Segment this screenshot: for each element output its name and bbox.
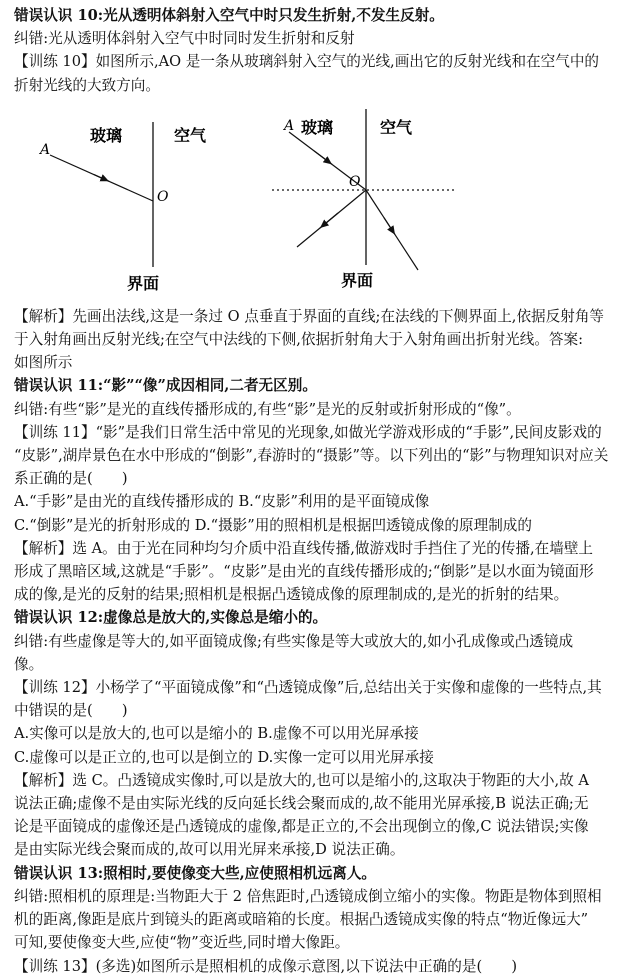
label-interface: 界面	[127, 273, 160, 293]
text-line: 论是平面镜成的虚像还是凸透镜成的虚像,都是正立的,不会出现倒立的像,C 说法错误;实像	[14, 818, 589, 836]
label-air: 空气	[380, 117, 413, 137]
text-line: 纠错:光从透明体斜射入空气中时同时发生折射和反射	[14, 30, 355, 48]
text-line: 【训练 11】“影”是我们日常生活中常见的光现象,如做光学游戏形成的“手影”,民间皮影戏的	[14, 423, 602, 441]
error-heading-13: 错误认识 13:照相时,要使像变大些,应使照相机远离人。	[14, 864, 377, 882]
error-heading-10: 错误认识 10:光从透明体斜射入空气中时只发生折射,不发生反射。	[14, 7, 444, 24]
question-figure	[38, 122, 207, 293]
refracted-ray-arrow	[384, 218, 395, 235]
label-glass: 玻璃	[90, 125, 123, 145]
error-heading-11: 错误认识 11:“影”“像”成因相同,二者无区别。	[14, 377, 317, 395]
text-line: 如图所示	[14, 354, 73, 372]
reflected-ray-arrow	[320, 213, 338, 228]
incident-ray-arrow	[94, 174, 109, 181]
text-line: 形成了黑暗区域,这就是“手影”。“皮影”是由光的直线传播形成的;“倒影”是以水面为镜面形	[14, 563, 594, 581]
label-air: 空气	[174, 125, 207, 145]
text-line: 中错误的是( )	[14, 702, 128, 720]
text-line: 于入射角画出反射光线;在空气中法线的下侧,依据折射角大于入射角画出折射光线。答案:	[14, 331, 584, 349]
incident-ray-arrow	[314, 151, 332, 165]
top-text-block	[14, 4, 628, 97]
text-line: 是由实际光线会聚而成的,故可以用光屏来承接,D 说法正确。	[14, 841, 405, 859]
text-line: 【训练 10】如图所示,AO 是一条从玻璃斜射入空气的光线,画出它的反射光线和在空气中的	[14, 53, 600, 71]
text-line: 【训练 13】(多选)如图所示是照相机的成像示意图,以下说法中正确的是( )	[14, 957, 518, 975]
text-line: 说法正确;虚像不是由实际光线的反向延长线会聚而成的,故不能用光屏承接,B 说法正确;无	[14, 795, 589, 813]
text-line: 纠错:照相机的原理是:当物距大于 2 倍焦距时,凸透镜成倒立缩小的实像。物距是物体到照相	[14, 887, 602, 905]
label-point-a: A	[284, 117, 295, 134]
text-line: 机的距离,像距是底片到镜头的距离或暗箱的长度。根据凸透镜成实像的特点“物近像远大”	[14, 911, 589, 929]
text-line: “皮影”,湖岸景色在水中形成的“倒影”,春游时的“摄影”等。以下列出的“影”与物理知识对应关	[14, 447, 609, 465]
text-line: 纠错:有些“影”是光的直线传播形成的,有些“影”是光的反射或折射形成的“像”。	[14, 400, 521, 418]
text-line: 【解析】选 C。凸透镜成实像时,可以是放大的,也可以是缩小的,这取决于物距的大小,故 A	[14, 771, 589, 789]
label-point-o: O	[157, 188, 169, 205]
label-glass: 玻璃	[301, 117, 334, 137]
refraction-figures	[14, 97, 634, 305]
label-point-a: A	[40, 141, 51, 158]
text-line: 折射光线的大致方向。	[14, 76, 160, 94]
bottom-text-block	[14, 305, 628, 978]
label-point-o: O	[349, 173, 361, 190]
text-line: 成的像,是光的反射的结果;照相机是根据凸透镜成像的原理制成的,是光的折射的结果。	[14, 586, 569, 604]
text-line: 系正确的是( )	[14, 470, 128, 488]
option-line: A.实像可以是放大的,也可以是缩小的 B.虚像不可以用光屏承接	[14, 725, 419, 743]
text-line: 纠错:有些虚像是等大的,如平面镜成像;有些实像是等大或放大的,如小孔成像或凸透镜成	[14, 632, 574, 650]
option-line: A.“手影”是由光的直线传播形成的 B.“皮影”利用的是平面镜成像	[14, 493, 430, 511]
option-line: C.“倒影”是光的折射形成的 D.“摄影”用的照相机是根据凹透镜成像的原理制成的	[14, 516, 532, 534]
label-interface: 界面	[341, 270, 374, 290]
text-line: 【训练 12】小杨学了“平面镜成像”和“凸透镜成像”后,总结出关于实像和虚像的一些特点,其	[14, 679, 602, 697]
text-line: 可知,要使像变大些,应使“物”变近些,同时增大像距。	[14, 934, 350, 952]
option-line: C.虚像可以是正立的,也可以是倒立的 D.实像一定可以用光屏承接	[14, 748, 434, 766]
figure-area	[14, 97, 628, 305]
text-line: 【解析】选 A。由于光在同种均匀介质中沿直线传播,做游戏时手挡住了光的传播,在墙壁上	[14, 539, 594, 557]
text-line: 【解析】先画出法线,这是一条过 O 点垂直于界面的直线;在法线的下侧界面上,依据反射角等	[14, 307, 605, 325]
answer-figure	[272, 109, 454, 290]
error-heading-12: 错误认识 12:虚像总是放大的,实像总是缩小的。	[14, 609, 328, 627]
text-line: 像。	[14, 655, 44, 673]
